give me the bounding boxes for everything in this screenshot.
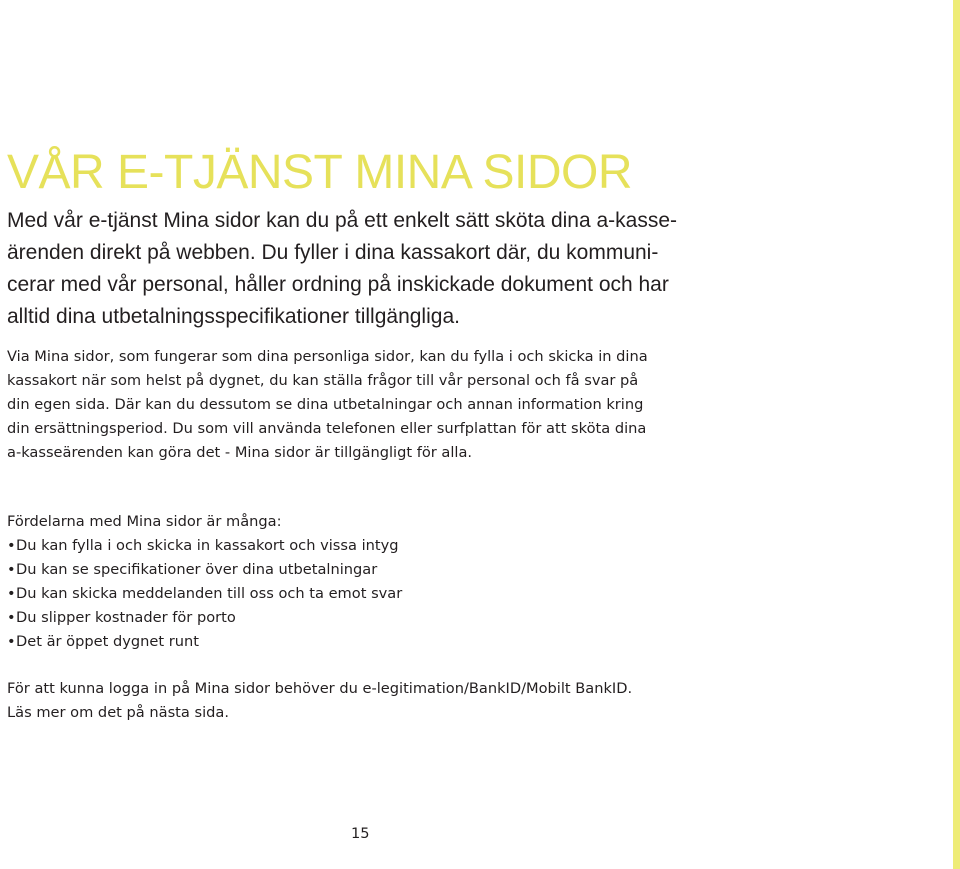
list-item-text: Det är öppet dygnet runt <box>16 633 199 650</box>
body-line: din egen sida. Där kan du dessutom se dina utbetalningar och annan information kring <box>7 396 644 413</box>
intro-line: alltid dina utbetalningsspecifikationer tillgängliga. <box>7 305 460 328</box>
intro-line: cerar med vår personal, håller ordning på inskickade dokument och har <box>7 273 669 296</box>
list-item-text: Du kan skicka meddelanden till oss och ta emot svar <box>16 585 403 602</box>
body-line: a-kasseärenden kan göra det - Mina sidor är tillgängligt för alla. <box>7 444 473 461</box>
bullet-icon: • <box>7 561 16 578</box>
intro-line: Med vår e-tjänst Mina sidor kan du på ett enkelt sätt sköta dina a-kasse- <box>7 209 678 232</box>
list-item <box>7 534 402 558</box>
benefits-list <box>7 534 402 654</box>
list-item-text: Du slipper kostnader för porto <box>16 609 236 626</box>
bullet-icon: • <box>7 537 16 554</box>
body-line: din ersättningsperiod. Du som vill använda telefonen eller surfplattan för att sköta dina <box>7 420 647 437</box>
login-paragraph <box>7 677 632 725</box>
intro-paragraph <box>7 205 677 333</box>
accent-bar <box>953 0 960 869</box>
list-item <box>7 558 402 582</box>
list-item <box>7 630 402 654</box>
list-item-text: Du kan se specifikationer över dina utbetalningar <box>16 561 378 578</box>
body-line: Via Mina sidor, som fungerar som dina personliga sidor, kan du fylla i och skicka in dina <box>7 348 648 365</box>
login-line: För att kunna logga in på Mina sidor behöver du e-legitimation/BankID/Mobilt BankID. <box>7 680 633 697</box>
page-number: 15 <box>351 825 370 842</box>
list-item <box>7 582 402 606</box>
bullet-icon: • <box>7 585 16 602</box>
page-title: VÅR E-TJÄNST MINA SIDOR <box>7 146 633 199</box>
login-line: Läs mer om det på nästa sida. <box>7 704 229 721</box>
bullet-icon: • <box>7 633 16 650</box>
body-paragraph <box>7 345 648 465</box>
intro-line: ärenden direkt på webben. Du fyller i dina kassakort där, du kommuni- <box>7 241 659 264</box>
benefits-heading: Fördelarna med Mina sidor är många: <box>7 513 282 530</box>
list-item <box>7 606 402 630</box>
list-item-text: Du kan fylla i och skicka in kassakort och vissa intyg <box>16 537 399 554</box>
bullet-icon: • <box>7 609 16 626</box>
body-line: kassakort när som helst på dygnet, du kan ställa frågor till vår personal och få svar på <box>7 372 639 389</box>
